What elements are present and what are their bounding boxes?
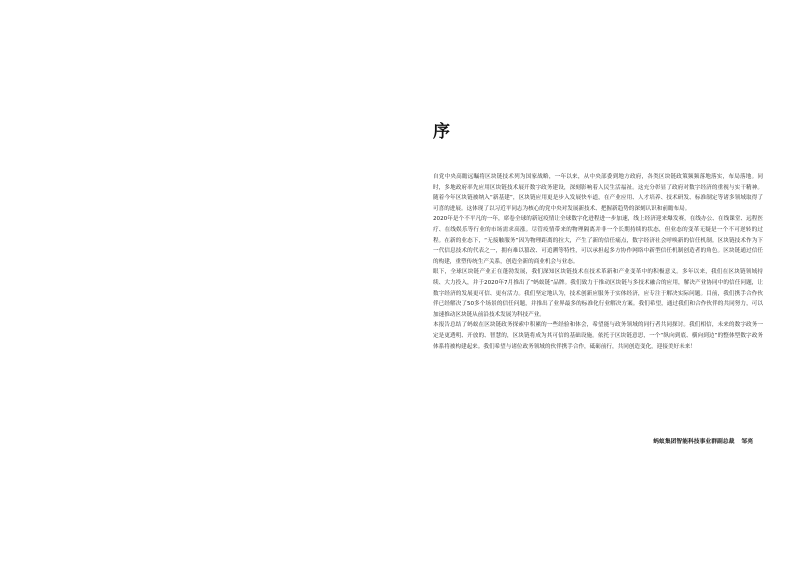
paragraph-1: 自党中央高瞻远瞩将区块链技术列为国家战略，一年以来，从中央部委到地方政府，各类区块链政策频频落地落实，布局落地。同时，多地政府率先应用区块链技术展开数字政务建设，深刻影响着人民生活福祉。这充分彰显了政府对数字经济的重视与实干精神。随着今年区块链被纳入“新基建”，区块链应用更是步入发展快车道，在产业应用、人才培养、技术研发、标准制定等诸多领域取得了可喜的进展。这体现了以习近平同志为核心的党中央对发展新技术、把握新趋势的深刻认识和前瞻布局。 <box>433 174 763 212</box>
signature-title: 蚂蚁集团智能科技事业群副总裁 <box>653 439 735 445</box>
page-title: 序 <box>433 122 451 142</box>
paragraph-3: 眼下，全球区块链产业正在蓬勃发展，我们深知区块链技术在技术革新和产业变革中的积极意义。多年以来，我们在区块链领域持续、大力投入，并于2020年7月推出了“蚂蚁链”品牌。我们致力于推动区块链与多技术融合的应用，解决产业协同中的信任问题，让数字经济的发展更可信、更有活力。我们坚定地认为，技术创新应服务于实体经济，应专注于解决实际问题。目前，我们携手合作伙伴已经解决了50多个场景的信任问题，并推出了业界最多的标准化行业解决方案。我们希望，通过我们和合作伙伴的共同努力，可以加速推动区块链从前沿技术发展为科技产业。 <box>433 269 763 318</box>
signature <box>653 436 753 445</box>
paragraph-2: 2020年是个不平凡的一年，席卷全球的新冠疫情让全球数字化进程进一步加速，线上经济迎来爆发赛，在线办公、在线课堂、远程医疗、在线娱乐等行业的市场需求高涨。尽管疫情带来的物理隔离并非一个长期持续的状态，但业态的变革无疑是一个不可逆转的过程。在新的业态下，“无接触服务”因为物理距离的拉大，产生了新的信任痛点，数字经济社会呼唤新的信任机制。区块链技术作为下一代信息技术的代表之一，拥有难以篡改、可追溯等特性，可以承担起多方协作网络中新型信任机制创造者的角色。区块链通过信任的构建，重塑传统生产关系，创造全新的商业机会与业态。 <box>433 216 763 265</box>
signature-name: 邹亮 <box>741 439 753 445</box>
paragraph-4: 本报告总结了蚂蚁在区块链政务探索中积累的一些经验和体会，希望能与政务领域的同行者共同探讨。我们相信，未来的数字政务一定是更透明、开放的、智慧的，区块链将成为其可信的基础设施。依托于区块链意思，一个“纵向到底、横向到边”的整体型数字政务体系将被构建起来。我们希望与诸位政务领域的伙伴携手合作，砥砺前行，共同创造变化，迎接美好未来！ <box>433 322 763 350</box>
preface-body <box>433 172 763 352</box>
